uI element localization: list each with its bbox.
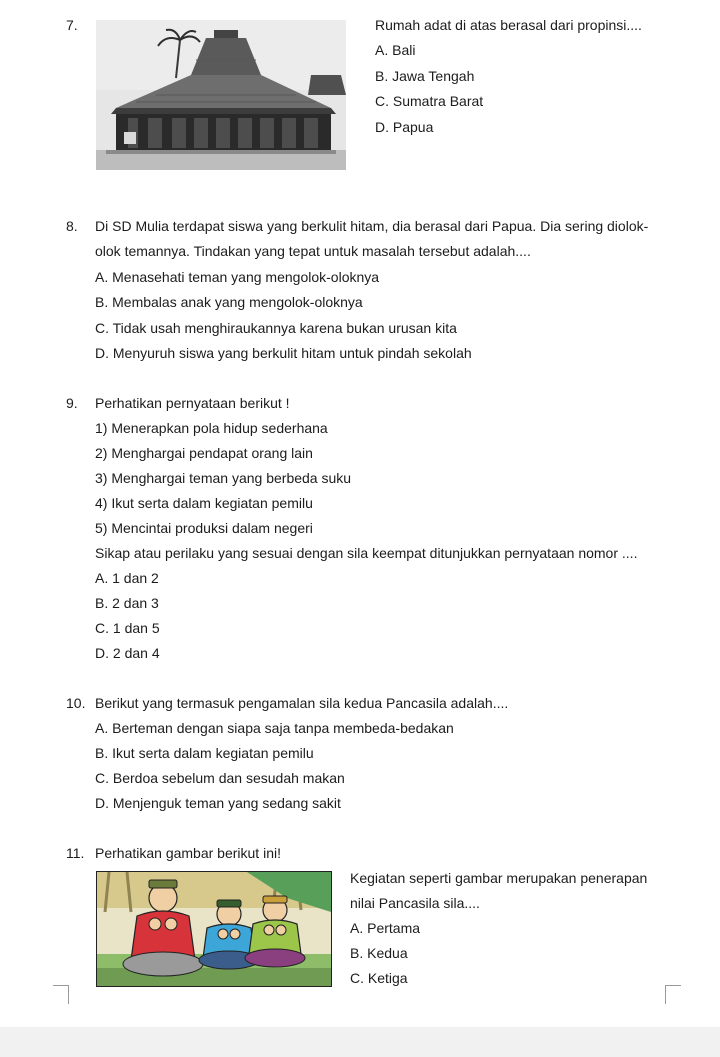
q11-prompt-line1: Kegiatan seperti gambar merupakan penerapan bbox=[350, 870, 648, 886]
page-bottom-edge bbox=[0, 1027, 720, 1057]
q8-option-d[interactable]: D. Menyuruh siswa yang berkulit hitam untuk pindah sekolah bbox=[95, 345, 472, 361]
q8-option-c[interactable]: C. Tidak usah menghiraukannya karena bukan urusan kita bbox=[95, 320, 457, 336]
q8-option-b[interactable]: B. Membalas anak yang mengolok-oloknya bbox=[95, 294, 363, 310]
corner-mark-right bbox=[665, 985, 681, 1004]
q9-option-a[interactable]: A. 1 dan 2 bbox=[95, 570, 159, 586]
q9-statement-3: 3) Menghargai teman yang berbeda suku bbox=[95, 470, 352, 486]
q10-option-c[interactable]: C. Berdoa sebelum dan sesudah makan bbox=[95, 770, 345, 786]
q11-option-c[interactable]: C. Ketiga bbox=[350, 970, 408, 986]
q10-prompt: Berikut yang termasuk pengamalan sila kedua Pancasila adalah.... bbox=[95, 695, 509, 711]
q10-number: 10. bbox=[66, 695, 86, 711]
q8-number: 8. bbox=[66, 218, 78, 234]
q11-number: 11. bbox=[66, 845, 85, 861]
q7-option-c[interactable]: C. Sumatra Barat bbox=[375, 93, 484, 109]
q7-option-a[interactable]: A. Bali bbox=[375, 42, 416, 58]
q11-option-a[interactable]: A. Pertama bbox=[350, 920, 421, 936]
q9-option-b[interactable]: B. 2 dan 3 bbox=[95, 595, 159, 611]
q9-statement-2: 2) Menghargai pendapat orang lain bbox=[95, 445, 313, 461]
q8-text-line1: Di SD Mulia terdapat siswa yang berkulit hitam, dia berasal dari Papua. Dia sering diolok- bbox=[95, 218, 649, 234]
q7-number: 7. bbox=[66, 17, 78, 33]
q7-prompt: Rumah adat di atas berasal dari propinsi.... bbox=[375, 17, 642, 33]
q7-house-image bbox=[96, 20, 346, 170]
q9-option-c[interactable]: C. 1 dan 5 bbox=[95, 620, 160, 636]
q11-prompt-line2: nilai Pancasila sila.... bbox=[350, 895, 480, 911]
q10-option-b[interactable]: B. Ikut serta dalam kegiatan pemilu bbox=[95, 745, 314, 761]
q9-number: 9. bbox=[66, 395, 78, 411]
q11-praying-children-image bbox=[96, 871, 332, 987]
q7-option-b[interactable]: B. Jawa Tengah bbox=[375, 68, 475, 84]
q9-prompt: Sikap atau perilaku yang sesuai dengan sila keempat ditunjukkan pernyataan nomor .... bbox=[95, 545, 638, 561]
q10-option-a[interactable]: A. Berteman dengan siapa saja tanpa membeda-bedakan bbox=[95, 720, 454, 736]
q9-statement-4: 4) Ikut serta dalam kegiatan pemilu bbox=[95, 495, 313, 511]
q10-option-d[interactable]: D. Menjenguk teman yang sedang sakit bbox=[95, 795, 341, 811]
q9-statement-1: 1) Menerapkan pola hidup sederhana bbox=[95, 420, 328, 436]
q8-option-a[interactable]: A. Menasehati teman yang mengolok-oloknya bbox=[95, 269, 380, 285]
q11-option-b[interactable]: B. Kedua bbox=[350, 945, 408, 961]
q9-option-d[interactable]: D. 2 dan 4 bbox=[95, 645, 160, 661]
corner-mark-left bbox=[53, 985, 69, 1004]
q11-intro: Perhatikan gambar berikut ini! bbox=[95, 845, 281, 861]
q9-statement-5: 5) Mencintai produksi dalam negeri bbox=[95, 520, 313, 536]
q9-intro: Perhatikan pernyataan berikut ! bbox=[95, 395, 290, 411]
q8-text-line2: olok temannya. Tindakan yang tepat untuk masalah tersebut adalah.... bbox=[95, 243, 531, 259]
q7-option-d[interactable]: D. Papua bbox=[375, 119, 434, 135]
